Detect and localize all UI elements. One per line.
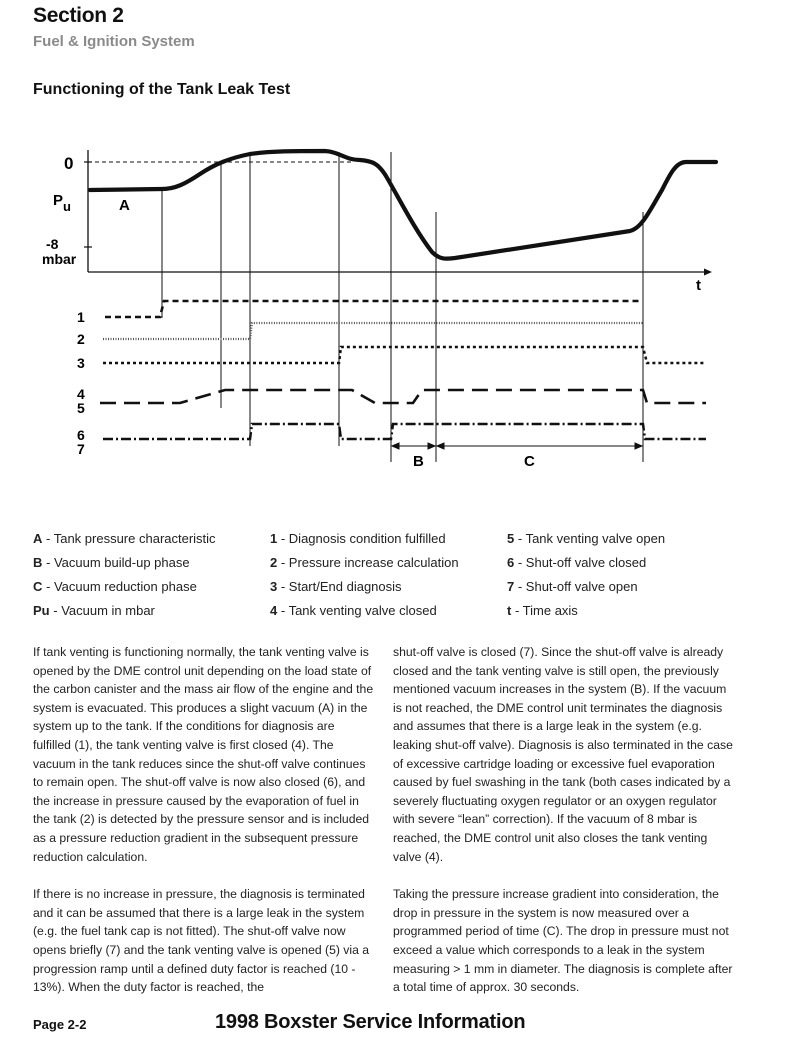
legend-column-2 [270,527,459,623]
paragraph: shut-off valve is closed (7). Since the shut-off valve is already closed and the tank venting valve is still open, the previously mentioned vacuum increases in the system (B). If the vacuum is not reached, the DME control unit terminates the diagnosis and assumes that there is a large leak in the system (e.g. leaking shut-off valve). Diagnosis is also terminated in the case of excessive cartridge loading or excessive fuel evaporation caused by fuel swashing in the tank (both cases indicated by a severely fluctuating oxygen regulator or an oxygen regulator with severe “lean” correction). If the vacuum of 8 mbar is reached, the DME control unit also closes the tank venting valve (4). [393,645,733,864]
legend-item: 1 - Diagnosis condition fulfilled [270,531,446,546]
legend-column-1 [33,527,216,623]
zero-label: 0 [64,154,74,173]
minus8-label: -8 [46,236,59,252]
legend-item: t - Time axis [507,603,578,618]
tank-leak-test-diagram [0,130,800,475]
page-heading: Functioning of the Tank Leak Test [33,81,291,98]
curve-label-a: A [119,197,130,214]
body-column-left [33,643,375,1016]
event-markers [162,152,643,462]
line-label-1: 1 [77,309,85,325]
legend-column-3 [507,527,665,623]
tank-pressure-curve [90,151,716,259]
line-label-6: 6 [77,427,85,443]
paragraph: Taking the pressure increase gradient into consideration, the drop in pressure in the system is now measured over a programmed period of time (C). The drop in pressure must not exceed a value which corresponds to a leak in the system measuring > 1 mm in diameter. The diagnosis is complete after a total time of approx. 30 seconds. [393,887,733,995]
phase-label-b: B [413,453,424,470]
footer-title: 1998 Boxster Service Information [215,1011,526,1033]
pu-label: Pu [53,192,71,214]
time-label: t [696,277,701,294]
line-label-7: 7 [77,441,85,457]
line-label-3: 3 [77,355,85,371]
legend-item: 5 - Tank venting valve open [507,531,666,546]
legend-item: 4 - Tank venting valve closed [270,603,437,618]
phase-label-c: C [524,453,535,470]
legend-item: Pu - Vacuum in mbar [33,603,155,618]
signal-line-1 [105,301,643,317]
legend-item: 2 - Pressure increase calculation [270,555,459,570]
legend-item: B - Vacuum build-up phase [33,555,190,570]
line-label-4: 4 [77,386,85,402]
section-subtitle: Fuel & Ignition System [33,33,195,50]
section-title: Section 2 [33,4,124,27]
legend-item: 3 - Start/End diagnosis [270,579,402,594]
legend-item: 7 - Shut-off valve open [507,579,638,594]
paragraph: If there is no increase in pressure, the diagnosis is terminated and it can be assumed that there is a large leak in the system (e.g. the fuel tank cap is not fitted). The shut-off valve now opens briefly (7) and the tank venting valve is opened (5) via a progression ramp until a defined duty factor is reached (10 - 13%). When the duty factor is reached, the [33,887,370,995]
line-label-2: 2 [77,331,85,347]
body-column-right [393,643,735,1016]
signal-line-6-7 [103,424,706,439]
paragraph: If tank venting is functioning normally, the tank venting valve is opened by the DME control unit depending on the load state of the carbon canister and the mass air flow of the engine and the system is evacuated. This produces a slight vacuum (A) in the system up to the tank. If the conditions for diagnosis are fulfilled (1), the tank venting valve is first closed (4). The vacuum in the tank reduces since the shut-off valve continues to remain open. The shut-off valve is now also closed (6), and the increase in pressure caused by the evaporation of fuel in the tank (2) is detected by the pressure sensor and is included as a pressure reduction gradient in the subsequent pressure reduction calculation. [33,645,374,864]
legend-item: C - Vacuum reduction phase [33,579,197,594]
signal-line-4-5 [100,390,706,403]
line-label-5: 5 [77,400,85,416]
signal-line-2 [103,323,643,339]
x-axis-arrow-icon [704,269,712,276]
phase-arrows [392,443,642,449]
signal-line-3 [103,347,706,363]
legend-item: 6 - Shut-off valve closed [507,555,647,570]
mbar-label: mbar [42,251,77,267]
page-number: Page 2-2 [33,1017,87,1032]
legend-item: A - Tank pressure characteristic [33,531,216,546]
